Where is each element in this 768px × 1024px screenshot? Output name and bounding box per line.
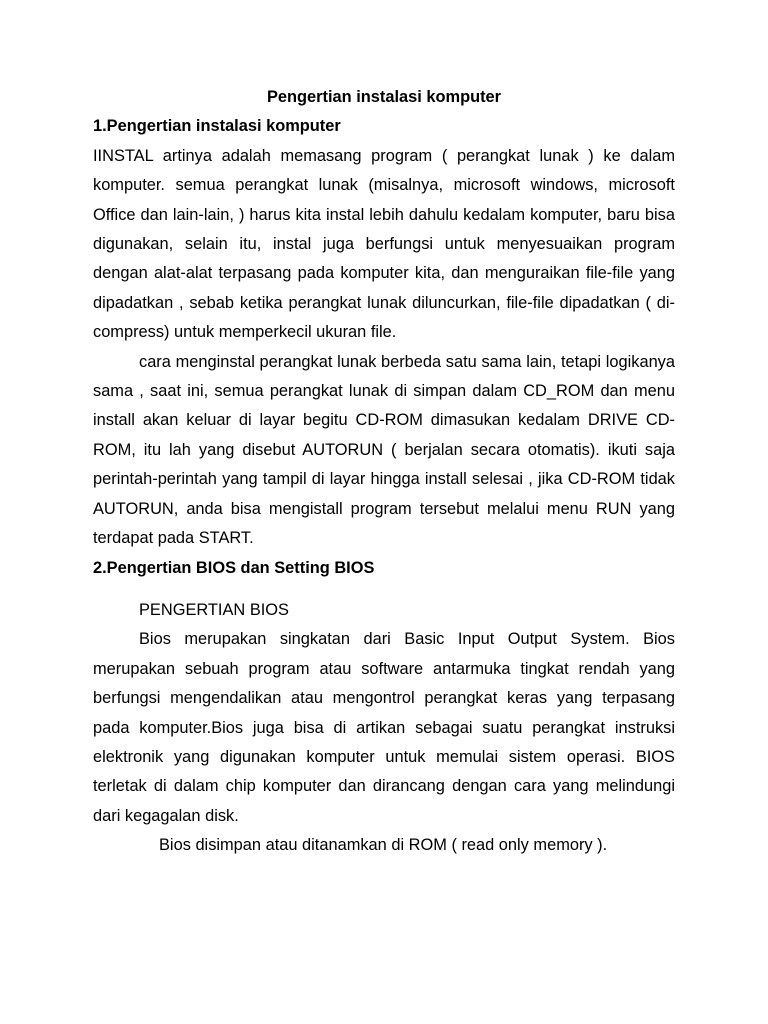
section-2-subheading: PENGERTIAN BIOS [139,600,289,619]
section-2-paragraph-2: Bios disimpan atau ditanamkan di ROM ( read only memory ). [159,836,608,855]
section-1-paragraph-1: IINSTAL artinya adalah memasang program ( perangkat lunak ) ke dalam komputer. semua perangkat lunak (misalnya, microsoft windows, microsoft Office dan lain-lain, ) harus kita instal lebih dahulu kedalam komputer, baru bisa digunakan, selain itu, instal juga berfungsi untuk menyesuaikan program dengan alat-alat terpasang pada komputer kita, dan menguraikan file-file yang dipadatkan , sebab ketika perangkat lunak diluncurkan, file-file dipadatkan ( di-compress) untuk memperkecil ukuran file. [93,146,675,342]
section-2-paragraph-1: Bios merupakan singkatan dari Basic Input Output System. Bios merupakan sebuah program atau software antarmuka tingkat rendah yang berfungsi mengendalikan atau mengontrol perangkat keras yang terpasang pada komputer.Bios juga bisa di artikan sebagai suatu perangkat instruksi elektronik yang digunakan komputer untuk memulai sistem operasi. BIOS terletak di dalam chip komputer dan dirancang dengan cara yang melindungi dari kegagalan disk. [93,630,675,825]
section-1-heading: 1.Pengertian instalasi komputer [93,117,341,136]
section-2-heading: 2.Pengertian BIOS dan Setting BIOS [93,558,375,577]
section-1-paragraph-2: cara menginstal perangkat lunak berbeda satu sama lain, tetapi logikanya sama , saat ini, semua perangkat lunak di simpan dalam CD_ROM dan menu install akan keluar di layar begitu CD-ROM dimasukan kedalam DRIVE CD-ROM, itu lah yang disebut AUTORUN ( berjalan secara otomatis). ikuti saja perintah-perintah yang tampil di layar hingga install selesai , jika CD-ROM tidak AUTORUN, anda bisa mengistall program tersebut melalui menu RUN yang terdapat pada START. [93,352,675,548]
document-page [93,83,675,861]
document-title: Pengertian instalasi komputer [266,88,502,106]
